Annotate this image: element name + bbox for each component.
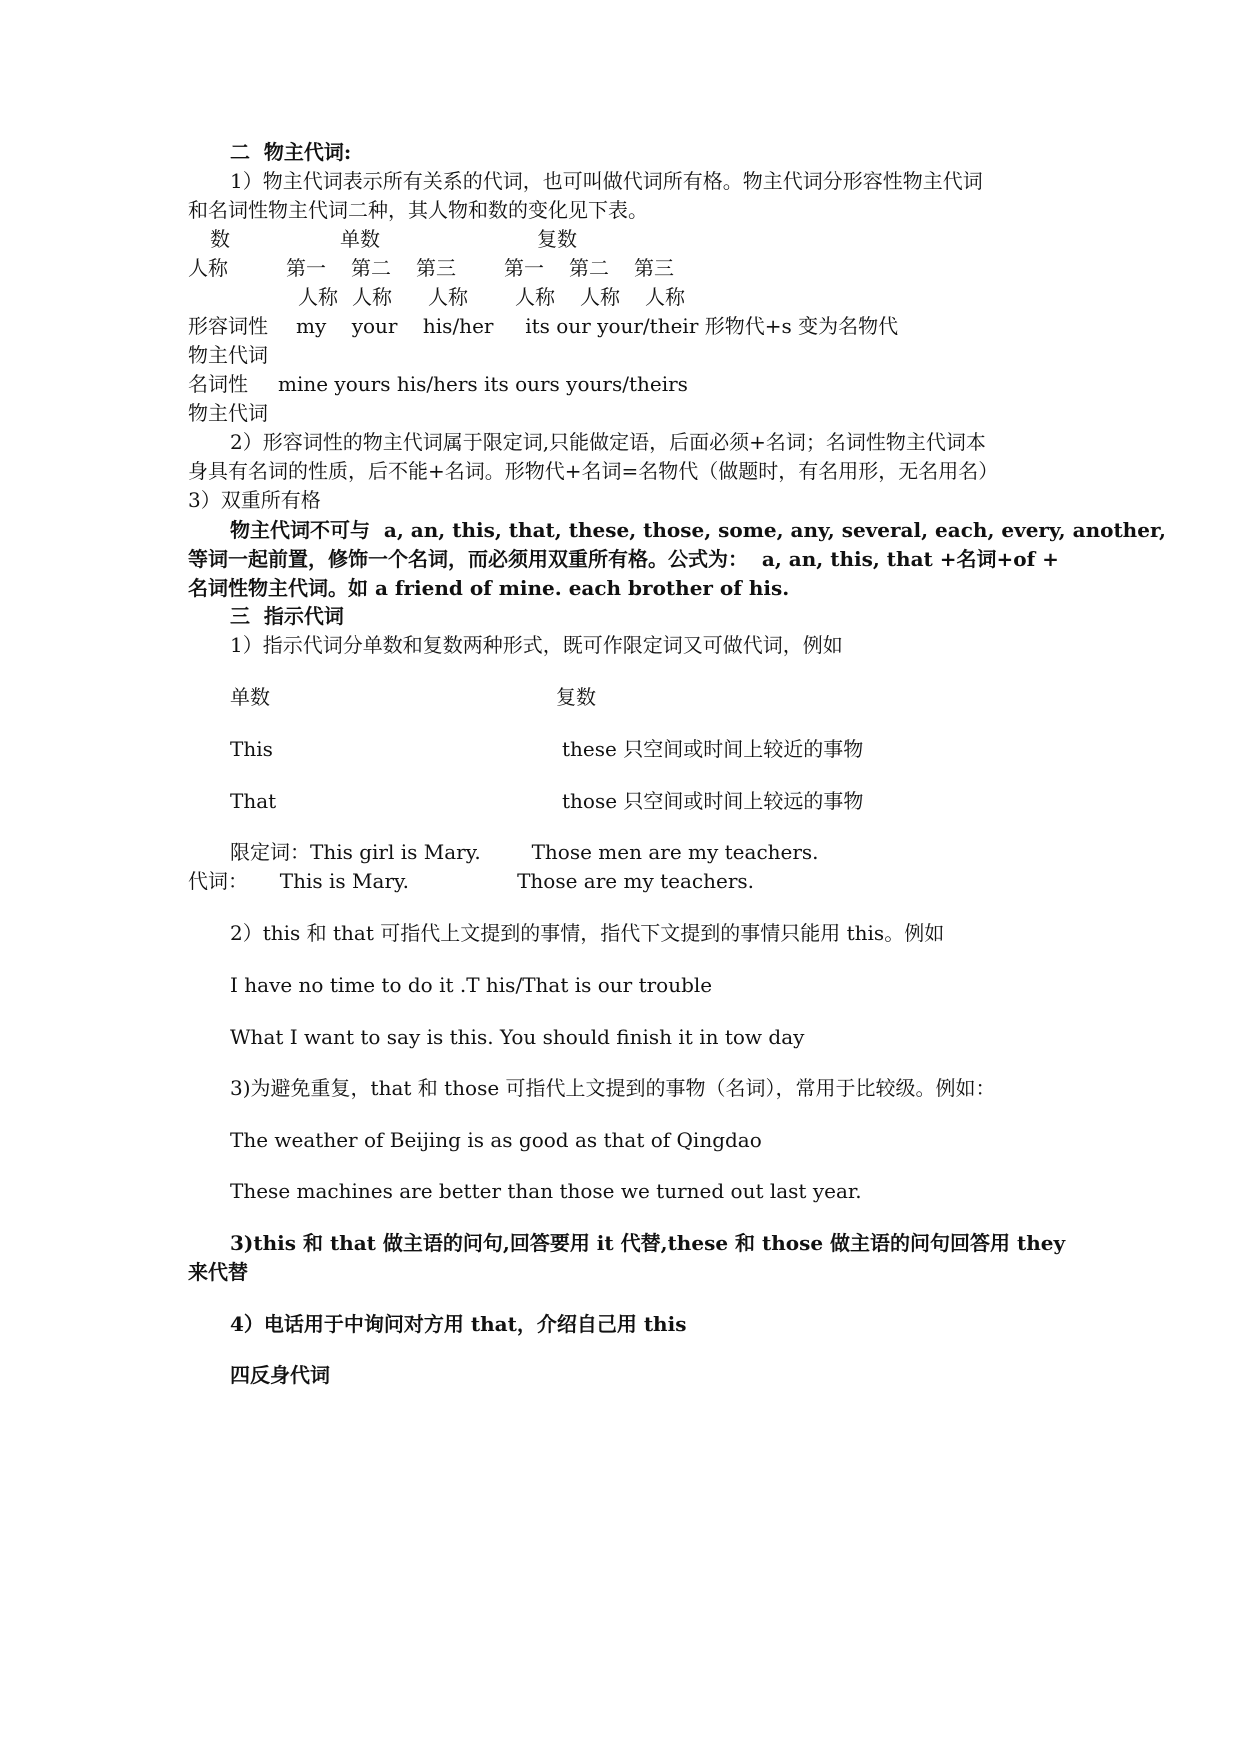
table-person-sub: 人称 (298, 285, 338, 309)
example-1: I have no time to do it .T his/That is our trouble (230, 973, 713, 997)
table-person-col: 第二 (569, 256, 609, 280)
singular-label: 单数 (230, 685, 270, 709)
table-noun-label2: 物主代词 (188, 401, 268, 425)
section2-paragraph1-line2: 和名词性物主代词二种，其人物和数的变化见下表。 (188, 198, 648, 222)
table-header-plural: 复数 (537, 227, 577, 251)
table-adj-label2: 物主代词 (188, 343, 268, 367)
section3-paragraph1: 1）指示代词分单数和复数两种形式，既可作限定词又可做代词，例如 (230, 633, 843, 657)
table-person-col: 第一 (286, 256, 326, 280)
section2-paragraph3-title: 3）双重所有格 (188, 488, 321, 512)
section3-heading: 三 指示代词 (230, 604, 344, 628)
example-2: What I want to say is this. You should finish it in tow day (230, 1025, 805, 1049)
table-person-sub: 人称 (645, 285, 685, 309)
these-description: these 只空间或时间上较近的事物 (562, 737, 864, 761)
determiner-example: 限定词：This girl is Mary. Those men are my teachers. (230, 840, 819, 864)
table-header-number: 数 (210, 227, 230, 251)
table-noun-label: 名词性 (188, 372, 248, 396)
section2-paragraph1-line1: 1）物主代词表示所有关系的代词，也可叫做代词所有格。物主代词分形容性物主代词 (230, 169, 983, 193)
table-header-singular: 单数 (340, 227, 380, 251)
example-4: These machines are better than those we turned out last year. (230, 1179, 862, 1203)
table-adj-values: my your his/her its our your/their 形物代+s 变为名物代 (296, 314, 899, 338)
that-label: That (230, 789, 277, 813)
section2-paragraph2-line2: 身具有名词的性质，后不能+名词。形物代+名词=名物代（做题时，有名用形，无名用名） (188, 459, 999, 483)
table-person-sub: 人称 (515, 285, 555, 309)
section3-bold-p4: 4）电话用于中询问对方用 that，介绍自己用 this (230, 1312, 687, 1336)
section3-paragraph3: 3)为避免重复，that 和 those 可指代上文提到的事物（名词），常用于比较级。例如： (230, 1076, 996, 1100)
table-adj-label: 形容词性 (188, 314, 268, 338)
table-person-sub: 人称 (352, 285, 392, 309)
section2-bold-line2: 等词一起前置，修饰一个名词，而必须用双重所有格。公式为： a, an, this, that +名词+of + (188, 547, 1059, 571)
plural-label: 复数 (556, 685, 596, 709)
section2-heading: 二 物主代词: (230, 140, 352, 164)
table-person-sub: 人称 (580, 285, 620, 309)
table-person-sub: 人称 (428, 285, 468, 309)
table-person-col: 第三 (634, 256, 674, 280)
section3-paragraph2: 2）this 和 that 可指代上文提到的事情，指代下文提到的事情只能用 this。例如 (230, 921, 945, 945)
table-person-col: 第二 (351, 256, 391, 280)
section2-bold-line1: 物主代词不可与 a, an, this, that, these, those, some, any, several, each, every, another, (230, 518, 1166, 542)
table-person-col: 第三 (416, 256, 456, 280)
section2-paragraph2-line1: 2）形容词性的物主代词属于限定词,只能做定语，后面必须+名词；名词性物主代词本 (230, 430, 986, 454)
section3-bold-p3-line2: 来代替 (188, 1260, 248, 1284)
section3-bold-p3-line1: 3)this 和 that 做主语的问句,回答要用 it 代替,these 和 those 做主语的问句回答用 they (230, 1231, 1066, 1255)
those-description: those 只空间或时间上较远的事物 (562, 789, 864, 813)
table-person-label: 人称 (188, 256, 228, 280)
section2-bold-line3: 名词性物主代词。如 a friend of mine. each brother of his. (188, 576, 790, 600)
example-3: The weather of Beijing is as good as that of Qingdao (230, 1128, 762, 1152)
table-person-col: 第一 (504, 256, 544, 280)
this-label: This (230, 737, 273, 761)
pronoun-example: 代词： This is Mary. Those are my teachers. (188, 869, 754, 893)
section4-heading: 四反身代词 (230, 1363, 330, 1387)
table-noun-values: mine yours his/hers its ours yours/theirs (278, 372, 688, 396)
